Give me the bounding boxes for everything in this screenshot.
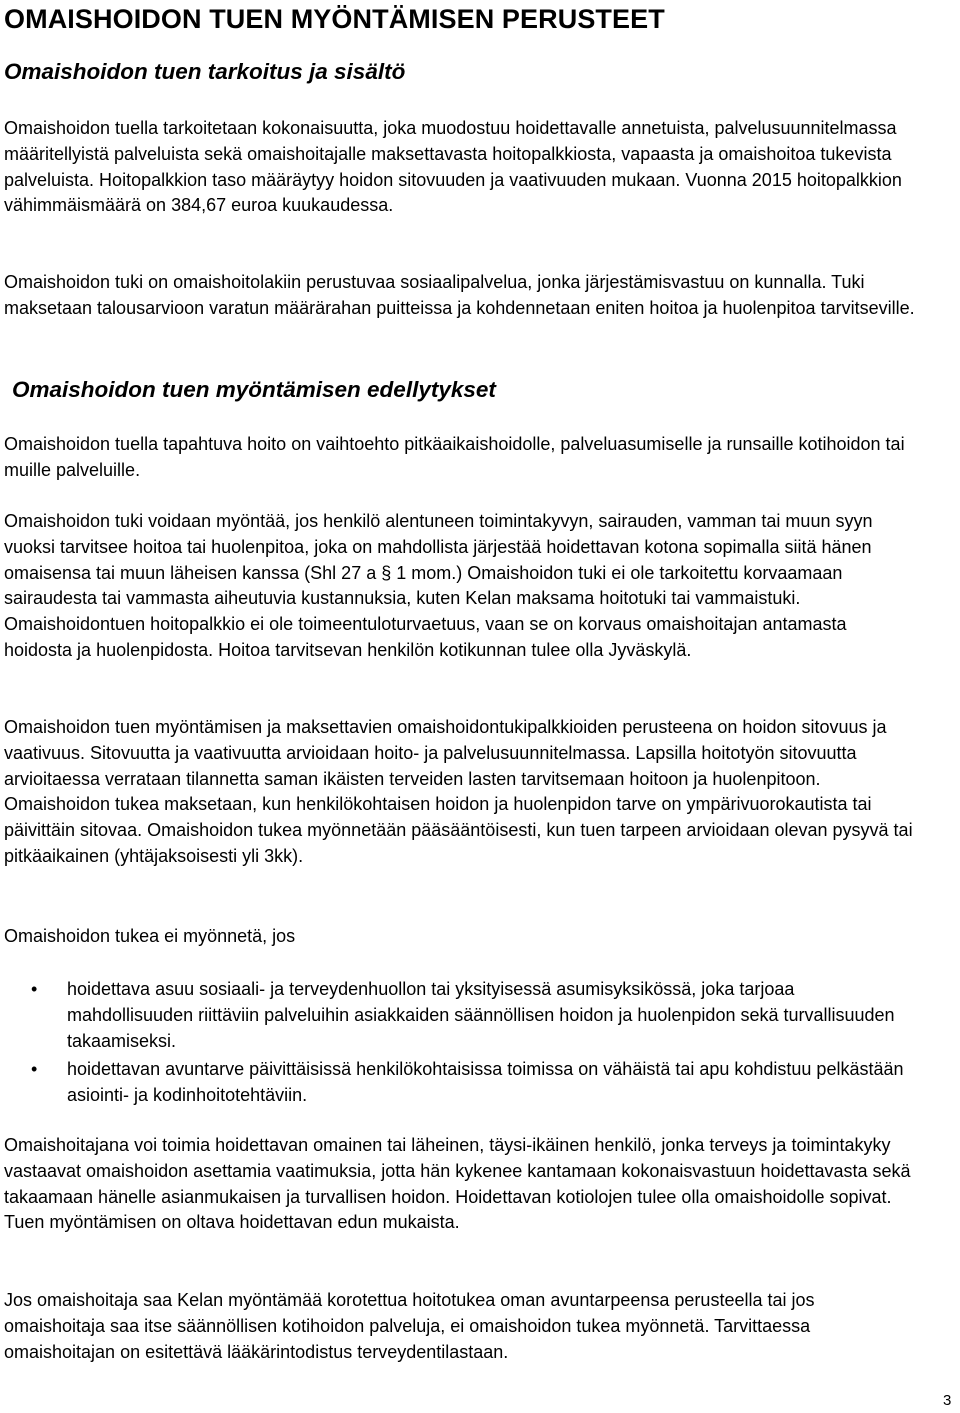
paragraph-kela: Jos omaishoitaja saa Kelan myöntämää korotettua hoitotukea oman avuntarpeensa perusteella tai jos omaishoitaja saa itse säännöllisen kotihoidon palveluja, ei omaishoidon tukea myönnetä. Tarvittaessa omaishoitajan on esitettävä lääkärintodistus terveydentilastaan. — [4, 1290, 815, 1362]
section-heading-purpose: Omaishoidon tuen tarkoitus ja sisältö — [4, 59, 406, 84]
list-item — [4, 977, 919, 1054]
document-title: OMAISHOIDON TUEN MYÖNTÄMISEN PERUSTEET — [4, 4, 665, 34]
paragraph-not-granted-intro: Omaishoidon tukea ei myönnetä, jos — [4, 926, 296, 946]
list-item-text: hoidettava asuu sosiaali- ja terveydenhuollon tai yksityisessä asumisyksikössä, joka tarjoaa mahdollisuuden riittäviin palveluihin asiakkaiden säännöllisen hoidon ja huolenpidon sekä turvallisuuden takaamiseksi. — [67, 979, 895, 1051]
bullet-icon: • — [31, 1059, 38, 1080]
paragraph-purpose-2: Omaishoidon tuki on omaishoitolakiin perustuvaa sosiaalipalvelua, jonka järjestämisvastuu on kunnalla. Tuki maksetaan talousarvioon varatun määrärahan puitteissa ja kohdennetaan eniten hoitoa ja huolenpitoa tarvitseville. — [4, 272, 915, 318]
paragraph-caregiver: Omaishoitajana voi toimia hoidettavan omainen tai läheinen, täysi-ikäinen henkilö, jonka terveys ja toimintakyky vastaavat omaishoidon asettamia vaatimuksia, jotta hän kykenee kantamaan kokonaisvastuun hoidettavasta sekä takaamaan hänelle asianmukaisen ja turvallisen hoidon. Hoidettavan kotiolojen tulee olla omaishoidolle sopivat. Tuen myöntämisen on oltava hoidettavan edun mukaista. — [4, 1135, 911, 1233]
paragraph-requirements-3: Omaishoidon tuen myöntämisen ja maksettavien omaishoidontukipalkkioiden perusteena on hoidon sitovuus ja vaativuus. Sitovuutta ja vaativuutta arvioidaan hoito- ja palvelusuunnitelmassa. Lapsilla hoitotyön sitovuutta arvioitaessa verrataan tilannetta saman ikäisten terveiden lasten tarvitsemaan hoitoon ja huolenpitoon. Omaishoidon tukea maksetaan, kun henkilökohtaisen hoidon ja huolenpidon tarve on ympärivuorokautista tai päivittäin sitovaa. Omaishoidon tukea myönnetään pääsääntöisesti, kun tuen tarpeen arvioidaan olevan pysyvä tai pitkäaikainen (yhtäjaksoisesti yli 3kk). — [4, 717, 913, 866]
bullet-icon: • — [31, 979, 38, 999]
not-granted-list — [4, 977, 919, 1109]
section-heading-requirements: Omaishoidon tuen myöntämisen edellytykset — [12, 377, 496, 402]
list-item-text: hoidettavan avuntarve päivittäisissä henkilökohtaisissa toimissa on vähäistä tai apu kohdistuu pelkästään asiointi- ja kodinhoitotehtäviin. — [67, 1059, 904, 1106]
paragraph-requirements-1: Omaishoidon tuella tapahtuva hoito on vaihtoehto pitkäaikaishoidolle, palveluasumiselle ja runsaille kotihoidon tai muille palveluille. — [4, 434, 905, 480]
page-number: 3 — [943, 1392, 952, 1409]
paragraph-purpose-1: Omaishoidon tuella tarkoitetaan kokonaisuutta, joka muodostuu hoidettavalle annetuista, palvelusuunnitelmassa määritellyistä palveluista sekä omaishoitajalle maksettavasta hoitopalkkiosta, vapaasta ja omaishoitoa tukevista palveluista. Hoitopalkkion taso määräytyy hoidon sitovuuden ja vaativuuden mukaan. Vuonna 2015 hoitopalkkion vähimmäismäärä on 384,67 euroa kuukaudessa. — [4, 118, 902, 216]
list-item — [4, 1057, 919, 1109]
paragraph-requirements-2: Omaishoidon tuki voidaan myöntää, jos henkilö alentuneen toimintakyvyn, sairauden, vamman tai muun syyn vuoksi tarvitsee hoitoa tai huolenpitoa, joka on mahdollista järjestää hoidettavan kotona sopimalla siitä hänen omaisensa tai muun läheisen kanssa (Shl 27 a § 1 mom.) Omaishoidon tuki ei ole tarkoitettu korvaamaan sairaudesta tai vammasta aiheutuvia kustannuksia, kuten Kelan maksama hoitotuki tai vammaistuki. Omaishoidontuen hoitopalkkio ei ole toimeentuloturvaetuus, vaan se on korvaus omaishoitajan antamasta hoidosta ja huolenpidosta. Hoitoa tarvitsevan henkilön kotikunnan tulee olla Jyväskylä. — [4, 511, 873, 660]
